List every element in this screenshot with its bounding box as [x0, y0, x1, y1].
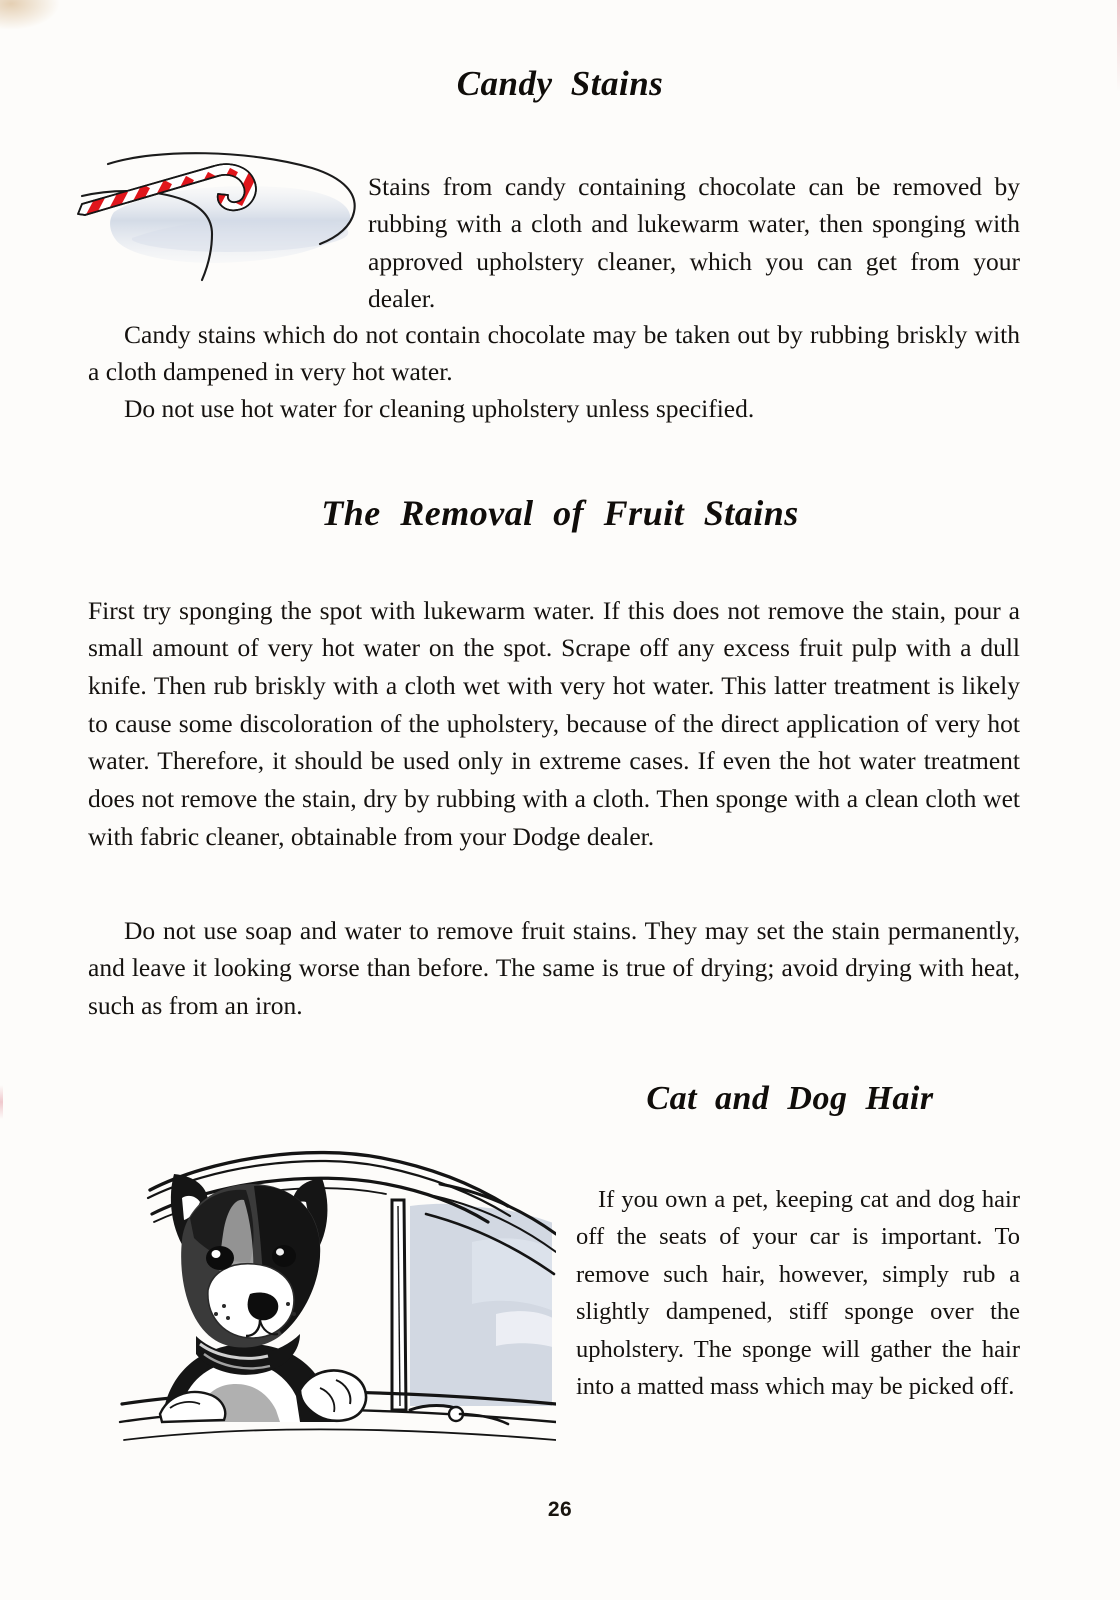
pet-hair-paragraph: If you own a pet, keeping cat and dog hair off the seats of your car is important. To remove such hair, however, simply rub a slightly dampened, stiff sponge over the upholstery. The sponge will gather the hair into a matted mass which may be picked off.	[576, 1185, 1020, 1400]
section-title-cat-and-dog-hair: Cat and Dog Hair	[646, 1080, 934, 1117]
candy-paragraph-2: Candy stains which do not contain chocolate may be taken out by rubbing briskly with a cloth dampened in very hot water.	[88, 319, 1020, 386]
candy-cane-on-seat-illustration	[62, 142, 362, 294]
fruit-paragraph-1: First try sponging the spot with lukewarm water. If this does not remove the stain, pour a small amount of very hot water on the spot. Scrape off any excess fruit pulp with a dull knife. Then rub briskly with a cloth wet with very hot water. This latter treatment is likely to cause some discoloration of the upholstery, because of the direct application of very hot water. Therefore, it should be used only in extreme cases. If even the hot water treatment does not remove the stain, dry by rubbing with a cloth. Then sponge with a clean cloth wet with fabric cleaner, obtainable from your Dodge dealer.	[88, 595, 1020, 851]
candy-paragraph-3: Do not use hot water for cleaning upholstery unless specified.	[124, 393, 755, 423]
fruit-paragraph-2: Do not use soap and water to remove fruit stains. They may set the stain permanently, and leave it looking worse than before. The same is true of drying; avoid drying with heat, such as from an iron.	[88, 915, 1020, 1020]
page-number: 26	[547, 1498, 573, 1521]
paper-edge-mark-left	[0, 1085, 3, 1119]
section-title-candy-stains: Candy Stains	[456, 64, 664, 103]
section-title-fruit-stains: The Removal of Fruit Stains	[321, 493, 799, 533]
boston-terrier-in-car-window-illustration	[104, 1122, 556, 1450]
paper-stain-smudge	[0, 0, 60, 30]
candy-paragraph-1: Stains from candy containing chocolate can be removed by rubbing with a cloth and lukewarm water, then sponging with approved upholstery cleaner, which you can get from your dealer.	[368, 171, 1020, 313]
